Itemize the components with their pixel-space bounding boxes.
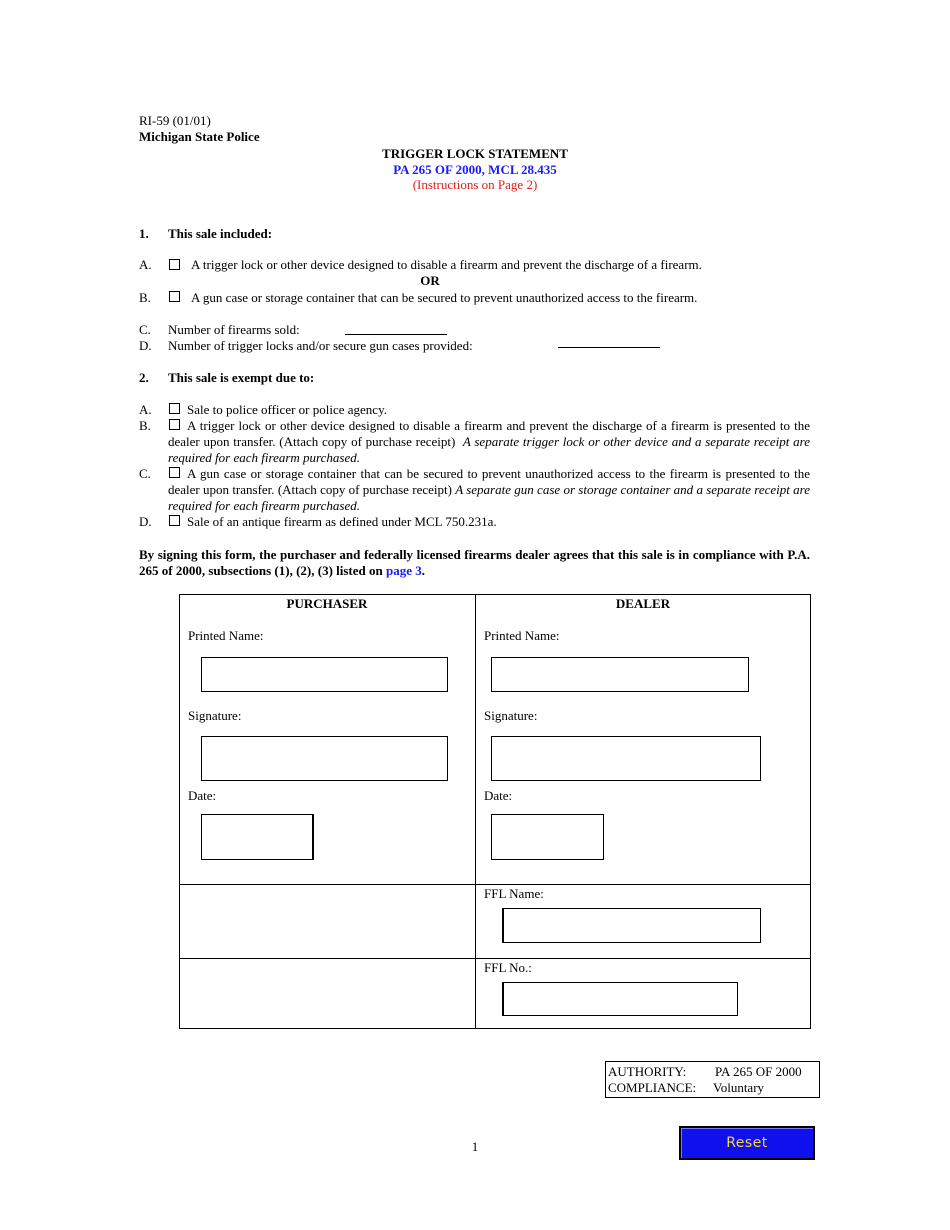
dealer-date-input[interactable] bbox=[491, 814, 604, 860]
form-title: TRIGGER LOCK STATEMENT bbox=[382, 146, 568, 161]
section2-a-text: Sale to police officer or police agency. bbox=[187, 402, 387, 417]
purchaser-date-input[interactable] bbox=[201, 814, 314, 860]
purchaser-header: PURCHASER bbox=[286, 596, 368, 611]
purchaser-printed-name-input[interactable] bbox=[201, 657, 448, 692]
section1-b-letter: B. bbox=[139, 290, 151, 305]
table-column-divider bbox=[475, 594, 476, 1029]
agreement-statement bbox=[139, 547, 810, 579]
section1-number: 1. bbox=[139, 226, 149, 241]
section2-a-checkbox[interactable] bbox=[169, 403, 180, 414]
ffl-name-label: FFL Name: bbox=[484, 886, 544, 901]
section1-heading: This sale included: bbox=[168, 226, 273, 241]
agency-name: Michigan State Police bbox=[139, 129, 260, 144]
section2-d-text: Sale of an antique firearm as defined under MCL 750.231a. bbox=[187, 514, 497, 529]
section2-b-italic: A separate trigger lock or other device and a separate receipt are required for each firearm purchased. bbox=[168, 434, 811, 465]
reset-button[interactable]: Reset bbox=[679, 1126, 815, 1160]
section1-c-text: Number of firearms sold: bbox=[168, 322, 300, 337]
table-row-divider-2 bbox=[179, 958, 811, 959]
compliance-value: Voluntary bbox=[713, 1080, 765, 1095]
agreement-text: By signing this form, the purchaser and federally licensed firearms dealer agrees that this sale is in compliance with P.A. 265 of 2000, subsections (1), (2), (3) listed on bbox=[139, 547, 810, 578]
purchaser-date-label: Date: bbox=[188, 788, 217, 803]
authority-value: PA 265 OF 2000 bbox=[715, 1064, 802, 1079]
section1-c-letter: C. bbox=[139, 322, 151, 337]
ffl-name-input[interactable] bbox=[502, 908, 761, 943]
or-label: OR bbox=[420, 273, 440, 288]
section2-c-text: A gun case or storage container that can be secured to prevent unauthorized access to the firearm is presented to the dealer upon transfer. (Attach copy of purchase receipt) bbox=[168, 466, 810, 497]
section2-a-letter: A. bbox=[139, 402, 152, 417]
section2-d-letter: D. bbox=[139, 514, 152, 529]
authority-box bbox=[605, 1061, 820, 1098]
section2-b-text: A trigger lock or other device designed to disable a firearm and prevent the discharge of a firearm is presented to the dealer upon transfer. (Attach copy of purchase receipt) bbox=[168, 418, 810, 449]
dealer-signature-input[interactable] bbox=[491, 736, 761, 781]
section1-d-text: Number of trigger locks and/or secure gun cases provided: bbox=[168, 338, 473, 353]
section1-a-letter: A. bbox=[139, 257, 152, 272]
section1-a-text: A trigger lock or other device designed to disable a firearm and prevent the discharge of a firearm. bbox=[191, 257, 702, 272]
ffl-no-input[interactable] bbox=[502, 982, 738, 1016]
authority-label: AUTHORITY: bbox=[608, 1064, 687, 1079]
purchaser-printed-name-label: Printed Name: bbox=[188, 628, 264, 643]
dealer-printed-name-input[interactable] bbox=[491, 657, 749, 692]
firearms-sold-field[interactable] bbox=[345, 334, 447, 335]
section2-b-paragraph bbox=[168, 418, 810, 466]
dealer-printed-name-label: Printed Name: bbox=[484, 628, 560, 643]
table-row-divider-1 bbox=[179, 884, 811, 885]
section2-d-checkbox[interactable] bbox=[169, 515, 180, 526]
ffl-no-label: FFL No.: bbox=[484, 960, 532, 975]
section2-heading: This sale is exempt due to: bbox=[168, 370, 315, 385]
agreement-end: . bbox=[421, 563, 425, 578]
form-id: RI-59 (01/01) bbox=[139, 113, 211, 128]
section2-c-italic: A separate gun case or storage container and a separate receipt are required for each firearm purchased. bbox=[168, 482, 811, 513]
dealer-signature-label: Signature: bbox=[484, 708, 538, 723]
section2-c-letter: C. bbox=[139, 466, 151, 481]
section2-number: 2. bbox=[139, 370, 149, 385]
section1-a-checkbox[interactable] bbox=[169, 259, 180, 270]
section1-d-letter: D. bbox=[139, 338, 152, 353]
page3-link[interactable]: page 3 bbox=[386, 563, 422, 578]
page-number: 1 bbox=[471, 1139, 479, 1154]
dealer-header: DEALER bbox=[615, 596, 671, 611]
section1-b-checkbox[interactable] bbox=[169, 291, 180, 302]
section1-b-text: A gun case or storage container that can be secured to prevent unauthorized access to the firearm. bbox=[191, 290, 698, 305]
locks-provided-field[interactable] bbox=[558, 347, 660, 348]
section2-b-letter: B. bbox=[139, 418, 151, 433]
section2-c-paragraph bbox=[168, 466, 810, 514]
compliance-label: COMPLIANCE: bbox=[608, 1080, 697, 1095]
instructions-note: (Instructions on Page 2) bbox=[412, 177, 538, 192]
dealer-date-label: Date: bbox=[484, 788, 513, 803]
statute-reference: PA 265 OF 2000, MCL 28.435 bbox=[393, 162, 557, 177]
purchaser-signature-label: Signature: bbox=[188, 708, 242, 723]
purchaser-signature-input[interactable] bbox=[201, 736, 448, 781]
